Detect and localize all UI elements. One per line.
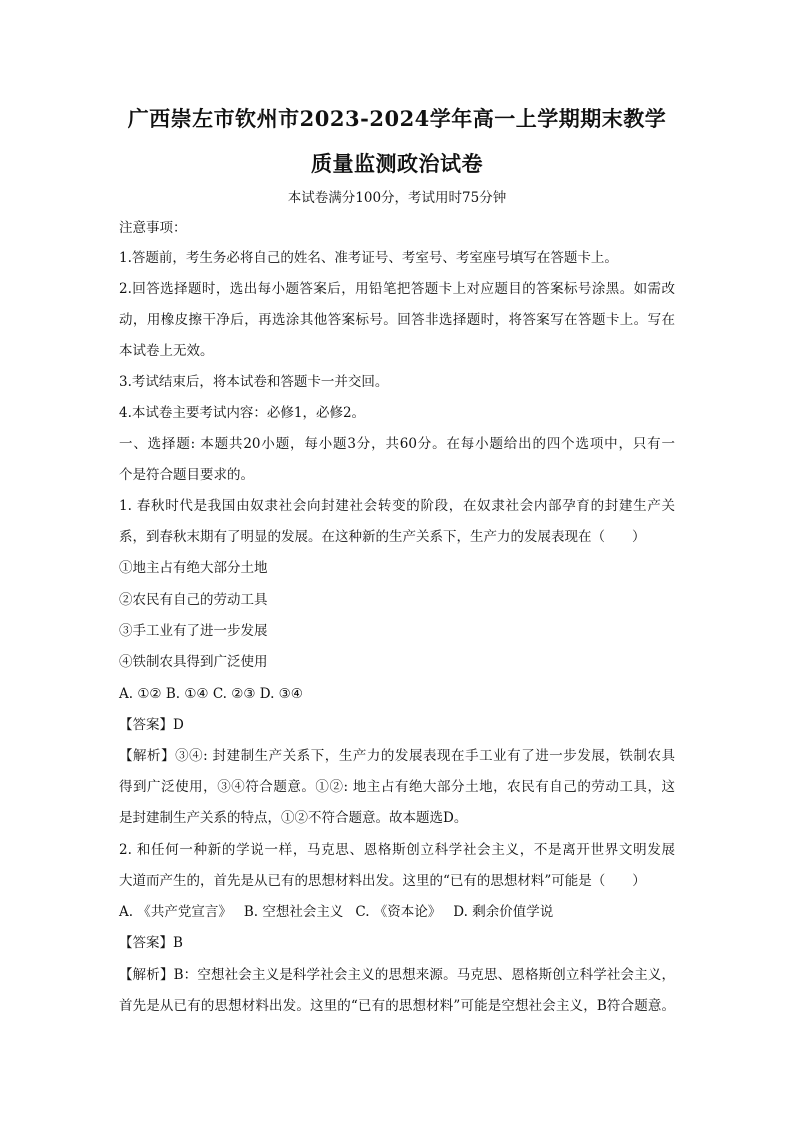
question-1-item: ②农民有自己的劳动工具	[119, 592, 268, 608]
page-title-line-2: 质量监测政治试卷	[311, 151, 483, 176]
notice-item: 1.答题前，考生务必将自己的姓名、准考证号、考室号、考室座号填写在答题卡上。	[119, 250, 618, 266]
question-1-stem: 1. 春秋时代是我国由奴隶社会向封建社会转变的阶段，在奴隶社会内部孕育的封建生产关	[119, 498, 675, 514]
section-heading: 一、选择题: 本题共20小题，每小题3分，共60分。在每小题给出的四个选项中，只有一	[119, 436, 675, 452]
question-2-option-a: A. 《共产党宣言》	[119, 904, 232, 920]
page-title-line-1: 广西崇左市钦州市2023-2024学年高一上学期期末教学	[127, 106, 667, 131]
notice-item: 2.回答选择题时，选出每小题答案后，用铅笔把答题卡上对应题目的答案标号涂黑。如需改	[119, 281, 675, 297]
question-2-analysis: 首先是从已有的思想材料出发。这里的“已有的思想材料”可能是空想社会主义，B符合题意。	[119, 998, 675, 1014]
question-2-options	[119, 902, 553, 922]
question-2-stem: 2. 和任何一种新的学说一样，马克思、恩格斯创立科学社会主义，不是离开世界文明发展	[119, 842, 675, 858]
question-1-analysis: 【解析】③④: 封建制生产关系下，生产力的发展表现在手工业有了进一步发展，铁制农具	[119, 748, 675, 764]
question-1-item: ④铁制农具得到广泛使用	[119, 654, 268, 670]
exam-info: 本试卷满分100分，考试用时75分钟	[287, 190, 507, 206]
question-2-option-c: C. 《资本论》	[355, 904, 442, 920]
notice-item: 3.考试结束后，将本试卷和答题卡一并交回。	[119, 374, 389, 390]
question-1-analysis: 是封建制生产关系的特点，①②不符合题意。故本题选D。	[119, 810, 468, 826]
question-1-item: ③手工业有了进一步发展	[119, 623, 268, 639]
question-2-analysis: 【解析】B：空想社会主义是科学社会主义的思想来源。马克思、恩格斯创立科学社会主义，	[119, 967, 675, 983]
question-1-item: ①地主占有绝大部分土地	[119, 560, 268, 576]
notice-item: 动，用橡皮擦干净后，再选涂其他答案标号。回答非选择题时，将答案写在答题卡上。写在	[119, 312, 675, 328]
question-2-option-d: D. 剩余价值学说	[453, 904, 554, 920]
section-heading: 个是符合题目要求的。	[119, 467, 254, 483]
notice-item: 本试卷上无效。	[119, 343, 214, 359]
question-1-analysis: 得到广泛使用，③④符合题意。①②: 地主占有绝大部分土地，农民有自己的劳动工具，这	[119, 779, 675, 795]
question-1-answer: 【答案】D	[119, 717, 184, 733]
notice-item: 4.本试卷主要考试内容：必修1，必修2。	[119, 405, 366, 421]
question-2-stem: 大道而产生的，首先是从已有的思想材料出发。这里的“已有的思想材料”可能是（ ）	[119, 873, 646, 889]
question-1-stem: 系，到春秋末期有了明显的发展。在这种新的生产关系下，生产力的发展表现在（ ）	[119, 529, 646, 545]
notice-header: 注意事项：	[119, 220, 187, 236]
question-2-answer: 【答案】B	[119, 935, 183, 951]
question-1-options: A. ①② B. ①④ C. ②③ D. ③④	[119, 686, 303, 702]
question-2-option-b: B. 空想社会主义	[243, 904, 344, 920]
